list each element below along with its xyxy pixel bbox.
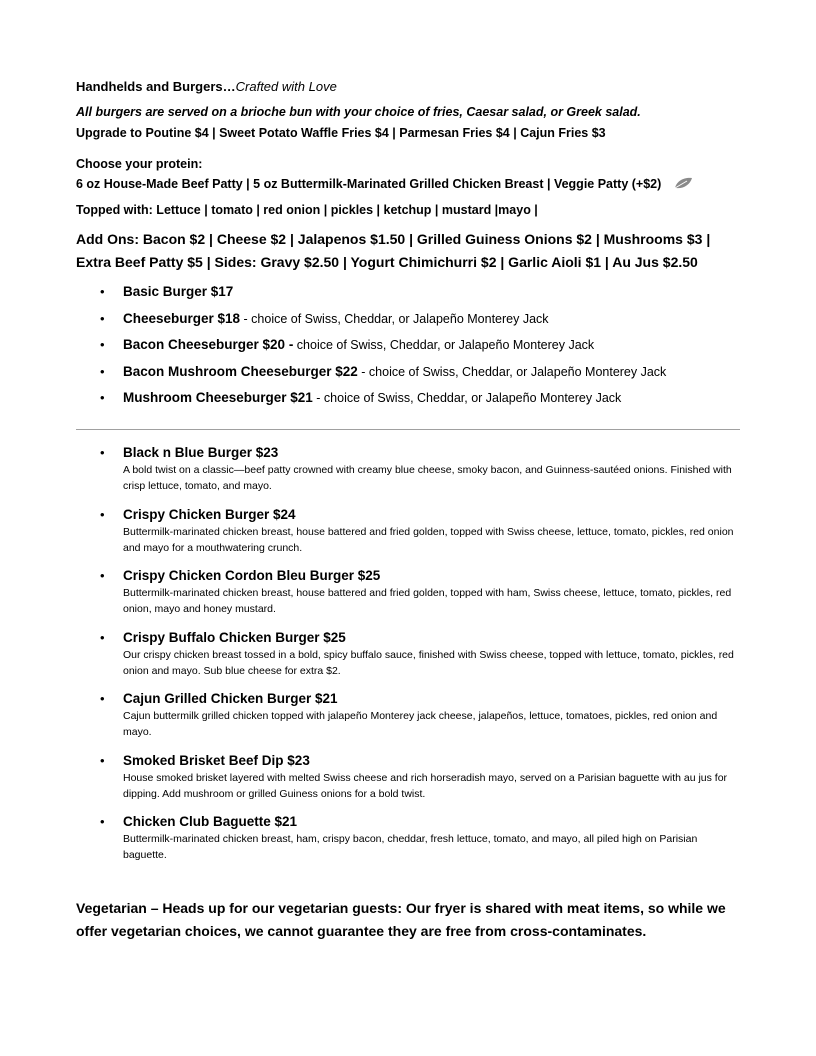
menu-item-description: - choice of Swiss, Cheddar, or Jalapeño Monterey Jack bbox=[357, 364, 667, 379]
menu-item bbox=[76, 310, 740, 337]
bullet-icon: • bbox=[100, 310, 105, 326]
menu-item bbox=[76, 444, 740, 494]
bullet-icon: • bbox=[100, 691, 105, 706]
specialty-burger-list bbox=[76, 444, 740, 875]
menu-item-description: Buttermilk-marinated chicken breast, house battered and fried golden, topped with ham, Swiss cheese, lettuce, tomato, pickles, red onion, mayo and honey mustard. bbox=[123, 587, 732, 615]
menu-item-description: Our crispy chicken breast tossed in a bold, spicy buffalo sauce, finished with Swiss cheese, topped with lettuce, tomato, pickles, red onion and mayo. Sub blue cheese for extra $2. bbox=[123, 648, 734, 677]
menu-item-description: - choice of Swiss, Cheddar, or Jalapeño Monterey Jack bbox=[240, 311, 549, 326]
bullet-icon: • bbox=[100, 390, 105, 406]
menu-item-description: choice of Swiss, Cheddar, or Jalapeño Monterey Jack bbox=[293, 338, 595, 353]
menu-item-description: - choice of Swiss, Cheddar, or Jalapeño Monterey Jack bbox=[312, 391, 622, 406]
basic-burger-list bbox=[76, 283, 740, 416]
menu-item-name: Cajun Grilled Chicken Burger $21 bbox=[123, 691, 338, 706]
menu-item-name: Crispy Chicken Cordon Bleu Burger $25 bbox=[123, 568, 381, 583]
vegetarian-note: Vegetarian – Heads up for our vegetarian guests: Our fryer is shared with meat items, so while we offer vegetarian choices, we cannot guarantee they are free from cross-contaminates. bbox=[76, 900, 726, 939]
menu-item-name: Bacon Cheeseburger $20 - bbox=[123, 337, 294, 353]
bullet-icon: • bbox=[100, 506, 105, 522]
bullet-icon: • bbox=[100, 284, 105, 299]
divider bbox=[76, 429, 740, 430]
menu-item-name: Bacon Mushroom Cheeseburger $22 bbox=[123, 363, 358, 379]
menu-item-description: Cajun buttermilk grilled chicken topped with jalapeño Monterey jack cheese, jalapeños, lettuce, tomatoes, pickles, red onion and mayo. bbox=[123, 710, 718, 738]
menu-item bbox=[76, 363, 740, 390]
menu-item bbox=[76, 506, 740, 556]
menu-item bbox=[76, 567, 740, 617]
menu-item-description: A bold twist on a classic—beef patty crowned with creamy blue cheese, smoky bacon, and Guinness-sautéed onions. Finished with crisp lettuce, tomato, and mayo. bbox=[123, 464, 732, 492]
menu-item bbox=[76, 629, 740, 679]
menu-item-name: Cheeseburger $18 bbox=[123, 310, 241, 326]
menu-item-description: Buttermilk-marinated chicken breast, house battered and fried golden, topped with Swiss cheese, lettuce, tomato, pickles, red onion and mayo for a mouthwatering crunch. bbox=[123, 525, 734, 554]
menu-item-name: Black n Blue Burger $23 bbox=[123, 445, 279, 460]
serving-note: All burgers are served on a brioche bun with your choice of fries, Caesar salad, or Greek salad. bbox=[76, 105, 641, 119]
protein-options bbox=[76, 176, 693, 193]
bullet-icon: • bbox=[100, 814, 105, 829]
menu-item-name: Smoked Brisket Beef Dip $23 bbox=[123, 752, 310, 768]
menu-item-name: Crispy Chicken Burger $24 bbox=[123, 506, 296, 522]
menu-item-description: House smoked brisket layered with melted Swiss cheese and rich horseradish mayo, served on a Parisian baguette with au jus for dipping. Add mushroom or grilled Guiness onions for a bold twist. bbox=[123, 771, 728, 800]
section-title-main: Handhelds and Burgers… bbox=[76, 79, 236, 94]
menu-item-name: Basic Burger $17 bbox=[123, 284, 234, 299]
menu-item-name: Crispy Buffalo Chicken Burger $25 bbox=[123, 629, 346, 645]
bullet-icon: • bbox=[100, 568, 105, 583]
bullet-icon: • bbox=[100, 445, 105, 460]
leaf-icon bbox=[673, 176, 693, 193]
protein-options-text: 6 oz House-Made Beef Patty | 5 oz Buttermilk-Marinated Grilled Chicken Breast | Veggie Patty (+$2) bbox=[76, 176, 662, 191]
bullet-icon: • bbox=[100, 752, 105, 768]
section-title-tagline: Crafted with Love bbox=[235, 79, 337, 94]
bullet-icon: • bbox=[100, 363, 105, 379]
protein-label: Choose your protein: bbox=[76, 157, 203, 171]
menu-item bbox=[76, 336, 740, 363]
menu-item-name: Chicken Club Baguette $21 bbox=[123, 814, 298, 829]
menu-item bbox=[76, 813, 740, 863]
upgrade-options: Upgrade to Poutine $4 | Sweet Potato Waffle Fries $4 | Parmesan Fries $4 | Cajun Fries $3 bbox=[76, 126, 606, 140]
menu-item bbox=[76, 283, 740, 310]
bullet-icon: • bbox=[100, 629, 105, 645]
bullet-icon: • bbox=[100, 337, 105, 353]
add-ons: Add Ons: Bacon $2 | Cheese $2 | Jalapenos $1.50 | Grilled Guiness Onions $2 | Mushrooms $3 | Extra Beef Patty $5 | Sides: Gravy $2.50 | Yogurt Chimichurri $2 | Garlic Aioli $1 | Au Jus $2.50 bbox=[76, 231, 711, 270]
menu-item bbox=[76, 752, 740, 802]
menu-item-description: Buttermilk-marinated chicken breast, ham, crispy bacon, cheddar, fresh lettuce, tomato, and mayo, all piled high on Parisian baguette. bbox=[123, 833, 698, 861]
menu-item bbox=[76, 389, 740, 416]
section-title bbox=[76, 79, 337, 94]
toppings-line: Topped with: Lettuce | tomato | red onion | pickles | ketchup | mustard |mayo | bbox=[76, 203, 538, 217]
menu-item bbox=[76, 690, 740, 740]
menu-item-name: Mushroom Cheeseburger $21 bbox=[123, 390, 313, 406]
